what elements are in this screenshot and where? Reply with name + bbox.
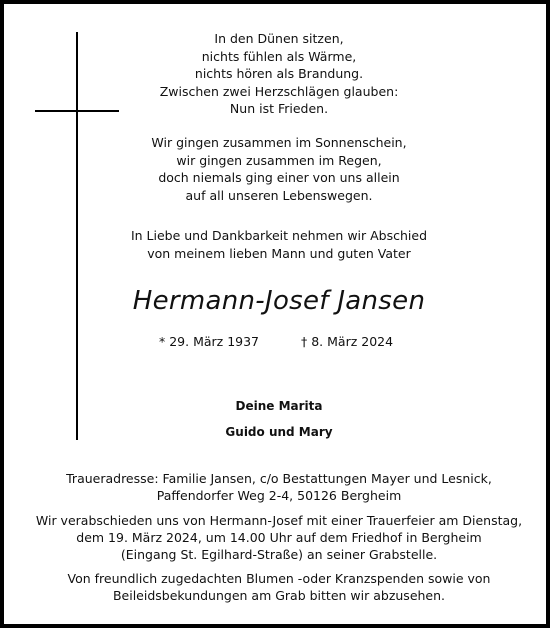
poem-line: nichts hören als Brandung. (194, 66, 364, 81)
mourning-address (4, 470, 550, 504)
ceremony-line: dem 19. März 2024, um 14.00 Uhr auf dem Friedhof in Bergheim (76, 530, 482, 545)
poem-line: Wir gingen zusammen im Sonnenschein, (151, 135, 407, 150)
donation-line: Beileidsbekundungen am Grab bitten wir abzusehen. (112, 588, 446, 603)
birth-date: * 29. März 1937 (159, 334, 260, 349)
poem-line: nichts fühlen als Wärme, (201, 48, 357, 64)
poem-line: doch niemals ging einer von uns allein (158, 170, 400, 185)
poem-stanza-1 (4, 30, 550, 118)
farewell-line: In Liebe und Dankbarkeit nehmen wir Abschied (130, 228, 428, 243)
ceremony-line: (Eingang St. Egilhard-Straße) an seiner Grabstelle. (120, 547, 438, 562)
mourner-spouse: Deine Marita (235, 399, 323, 413)
donation-notice (4, 570, 550, 604)
poem-line: wir gingen zusammen im Regen, (176, 152, 382, 168)
farewell-line: von meinem lieben Mann und guten Vater (147, 245, 411, 261)
address-line: Traueradresse: Familie Jansen, c/o Bestattungen Mayer und Lesnick, (66, 471, 492, 486)
poem-line: Nun ist Frieden. (229, 101, 329, 116)
ceremony-notice (4, 512, 550, 563)
poem-line: Zwischen zwei Herzschlägen glauben: (159, 83, 399, 99)
poem-line: auf all unseren Lebenswegen. (185, 187, 373, 203)
mourner-children: Guido und Mary (225, 425, 333, 439)
ceremony-line: Wir verabschieden uns von Hermann-Josef mit einer Trauerfeier am Dienstag, (35, 513, 523, 528)
poem-stanza-2 (4, 134, 550, 204)
poem-line: In den Dünen sitzen, (214, 31, 344, 46)
donation-line: Von freundlich zugedachten Blumen -oder Kranzspenden sowie von (67, 571, 491, 586)
death-date: † 8. März 2024 (301, 334, 394, 349)
address-line: Paffendorfer Weg 2-4, 50126 Bergheim (156, 488, 402, 503)
farewell-text (4, 227, 550, 262)
deceased-name: Hermann-Josef Jansen (132, 286, 426, 316)
